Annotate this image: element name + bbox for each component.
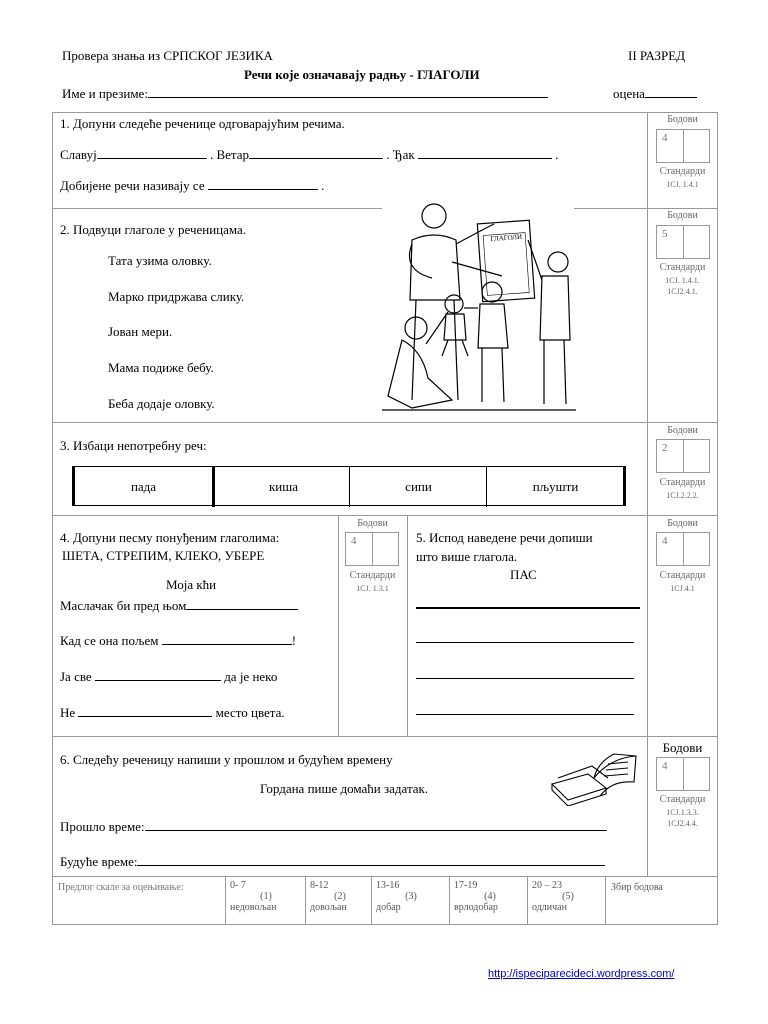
task1-field4[interactable] [208,177,318,190]
task6-points-value: 4 [662,760,668,772]
family-illustration [382,200,576,424]
scale-cell-3 [376,880,446,913]
task1-row2: Добијене речи називају се . [60,178,325,193]
task5-points-box[interactable] [656,532,710,566]
task5-line-1[interactable] [416,607,640,609]
task1-word2: Ветар [216,147,250,162]
scale-label: Предлог скале за оцењивање: [58,882,184,893]
task1-row1: Славуј . Ветар . Ђак . [60,147,559,162]
task3-word-1[interactable]: пада [130,479,157,494]
task2-sentence-1: Тата узима оловку. [108,253,212,268]
task5-points-value: 4 [662,535,668,547]
scale-num-4: (4) [484,891,496,902]
task6-std-label: Стандарди [659,794,706,805]
task2-sentence-5: Беба додаје оловку. [108,396,215,411]
divider-task4-pts [338,515,339,736]
task6-title: 6. Следећу реченицу напиши у прошлом и будућем времену [60,752,393,767]
task4-points-box[interactable] [345,532,399,566]
poem-line-1 [60,597,298,614]
task6-past-row [60,818,607,835]
poem-line-2 [60,632,296,649]
task2-std-value-1: 1СЈ. 1.4.1. [665,276,700,285]
task3-word-2[interactable]: киша [212,467,352,507]
task2-std-value-2: 1СЈ2.4.1. [667,287,698,296]
task1-word3: Ђак [392,147,415,162]
scale-num-2: (2) [334,891,346,902]
scale-range-4: 17-19 [454,880,478,891]
poem-field-4[interactable] [78,704,212,717]
scale-cell-1 [230,880,302,913]
task6-future-row [60,853,605,870]
divider-3 [52,515,718,516]
task6-std-value-1: 1СЈ.1.3.3. [666,808,699,817]
task6-past-field[interactable] [145,818,607,831]
poem-line-4-text: Не [60,705,76,720]
name-row [62,85,548,102]
task6-future-label: Будуће време: [60,854,138,869]
name-field[interactable] [148,85,548,98]
scale-divider-4 [449,876,450,925]
poem-line-2-end: ! [291,633,297,648]
scale-range-3: 13-16 [376,880,400,891]
header-right: II РАЗРЕД [628,48,686,63]
task3-points-label: Бодови [667,425,698,436]
grade-label: оцена [613,86,645,101]
poem-line-1-text: Маслачак би пред њом [60,598,187,613]
task2-points-value: 5 [662,228,668,240]
task6-std-value-2: 1СЈ2.4.4. [667,819,698,828]
divider-1b [574,208,718,209]
header-left: Провера знања из СРПСКОГ ЈЕЗИКА [62,48,273,63]
task1-title: 1. Допуни следеће реченице одговарајућим речима. [60,116,345,131]
task2-sentence-2: Марко придржава слику. [108,289,245,304]
task1-points-value: 4 [662,132,668,144]
task1-field2[interactable] [249,146,383,159]
task1-field3[interactable] [418,146,552,159]
scale-num-5: (5) [562,891,574,902]
poster-text: ГЛАГОЛИ [490,232,523,244]
footer-link[interactable]: http://ispeciparecideci.wordpress.com/ [488,968,675,980]
poem-field-1[interactable] [186,597,298,610]
task5-std-label: Стандарди [659,570,706,581]
poem-line-3-text: Ја све [60,669,92,684]
scale-range-5: 20 – 23 [532,880,562,891]
task1-std-label: Стандарди [659,166,706,177]
task4-title: 4. Допуни песму понуђеним глаголима: [60,530,280,545]
scale-divider-1 [225,876,226,925]
divider-1a [52,208,382,209]
task5-line-3[interactable] [416,678,634,679]
task4-points-value: 4 [351,535,357,547]
poem-title: Моја кћи [166,577,217,592]
poem-line-2-text: Кад се она пољем [60,633,159,648]
scale-sum-label: Збир бодова [611,882,663,893]
poem-line-4 [60,704,285,721]
scale-cell-2 [310,880,370,913]
task4-std-label: Стандарди [349,570,396,581]
task5-title-2: што више глагола. [416,549,518,564]
grade-field[interactable] [645,85,697,98]
task3-std-label: Стандарди [659,477,706,488]
task4-verbs: ШЕТА, СТРЕПИМ, КЛЕКО, УБЕРЕ [62,548,265,563]
task1-line2-label: Добијене речи називају се [60,178,205,193]
task3-word-table [72,466,626,506]
task6-points-box[interactable] [656,757,710,791]
scale-range-2: 8-12 [310,880,329,891]
task1-std-value: 1СЈ. 1.4.1 [666,180,699,189]
scale-divider-2 [305,876,306,925]
task2-sentence-3: Јован мери. [108,324,173,339]
scale-grade-4: врлодобар [454,902,498,913]
page-title: Речи које означавају радњу - ГЛАГОЛИ [244,67,480,82]
task5-std-value: 1СЈ.4.1 [670,584,695,593]
scale-divider-5 [527,876,528,925]
task5-points-label: Бодови [667,518,698,529]
scale-divider-3 [371,876,372,925]
poem-line-3 [60,668,277,685]
task4-std-value: 1СЈ. 1.3.1 [356,584,389,593]
task6-sentence: Гордана пише домаћи задатак. [260,781,429,796]
scale-grade-2: довољан [310,902,347,913]
task5-title-1: 5. Испод наведене речи допиши [416,530,593,545]
poem-line-4-end: место цвета. [215,705,285,720]
task2-title: 2. Подвуци глаголе у реченицама. [60,222,247,237]
scale-grade-1: недовољан [230,902,277,913]
divider-task5 [407,515,408,736]
poem-field-2[interactable] [162,632,292,645]
task2-std-label: Стандарди [659,262,706,273]
divider-5 [52,876,718,877]
task6-points-label: Бодови [662,740,703,755]
scale-grade-5: одличан [532,902,567,913]
task3-word-3[interactable]: сипи [349,467,487,507]
task2-points-label: Бодови [667,210,698,221]
poem-field-3[interactable] [95,668,221,681]
task1-points-box[interactable] [656,129,710,163]
task5-line-4[interactable] [416,714,634,715]
scale-divider-6 [605,876,606,925]
task1-word1: Славуј [60,147,97,162]
task3-points-box[interactable] [656,439,710,473]
scale-cell-4 [454,880,526,913]
task3-word-4[interactable]: пљушти [486,467,624,507]
scale-cell-5 [532,880,604,913]
task1-points-label: Бодови [667,114,698,125]
scale-range-1: 0- 7 [230,880,246,891]
task5-line-2[interactable] [416,642,634,643]
task6-past-label: Прошло време: [60,819,145,834]
task2-sentence-4: Мама подиже бебу. [108,360,214,375]
task3-std-value: 1СЈ.2.2.2. [666,491,699,500]
scale-num-3: (3) [405,891,417,902]
task2-points-box[interactable] [656,225,710,259]
task3-points-value: 2 [662,442,668,454]
task3-title: 3. Избаци непотребну реч: [60,438,207,453]
task4-points-label: Бодови [357,518,388,529]
task6-future-field[interactable] [137,853,605,866]
scale-num-1: (1) [260,891,272,902]
book-illustration [548,748,640,806]
grade-row [613,85,697,102]
poem-line-3-end: да је неко [224,669,278,684]
task1-field1[interactable] [97,146,207,159]
divider-4 [52,736,718,737]
task5-word: ПАС [510,567,537,582]
name-label: Име и презиме: [62,86,148,101]
scale-grade-3: добар [376,902,401,913]
